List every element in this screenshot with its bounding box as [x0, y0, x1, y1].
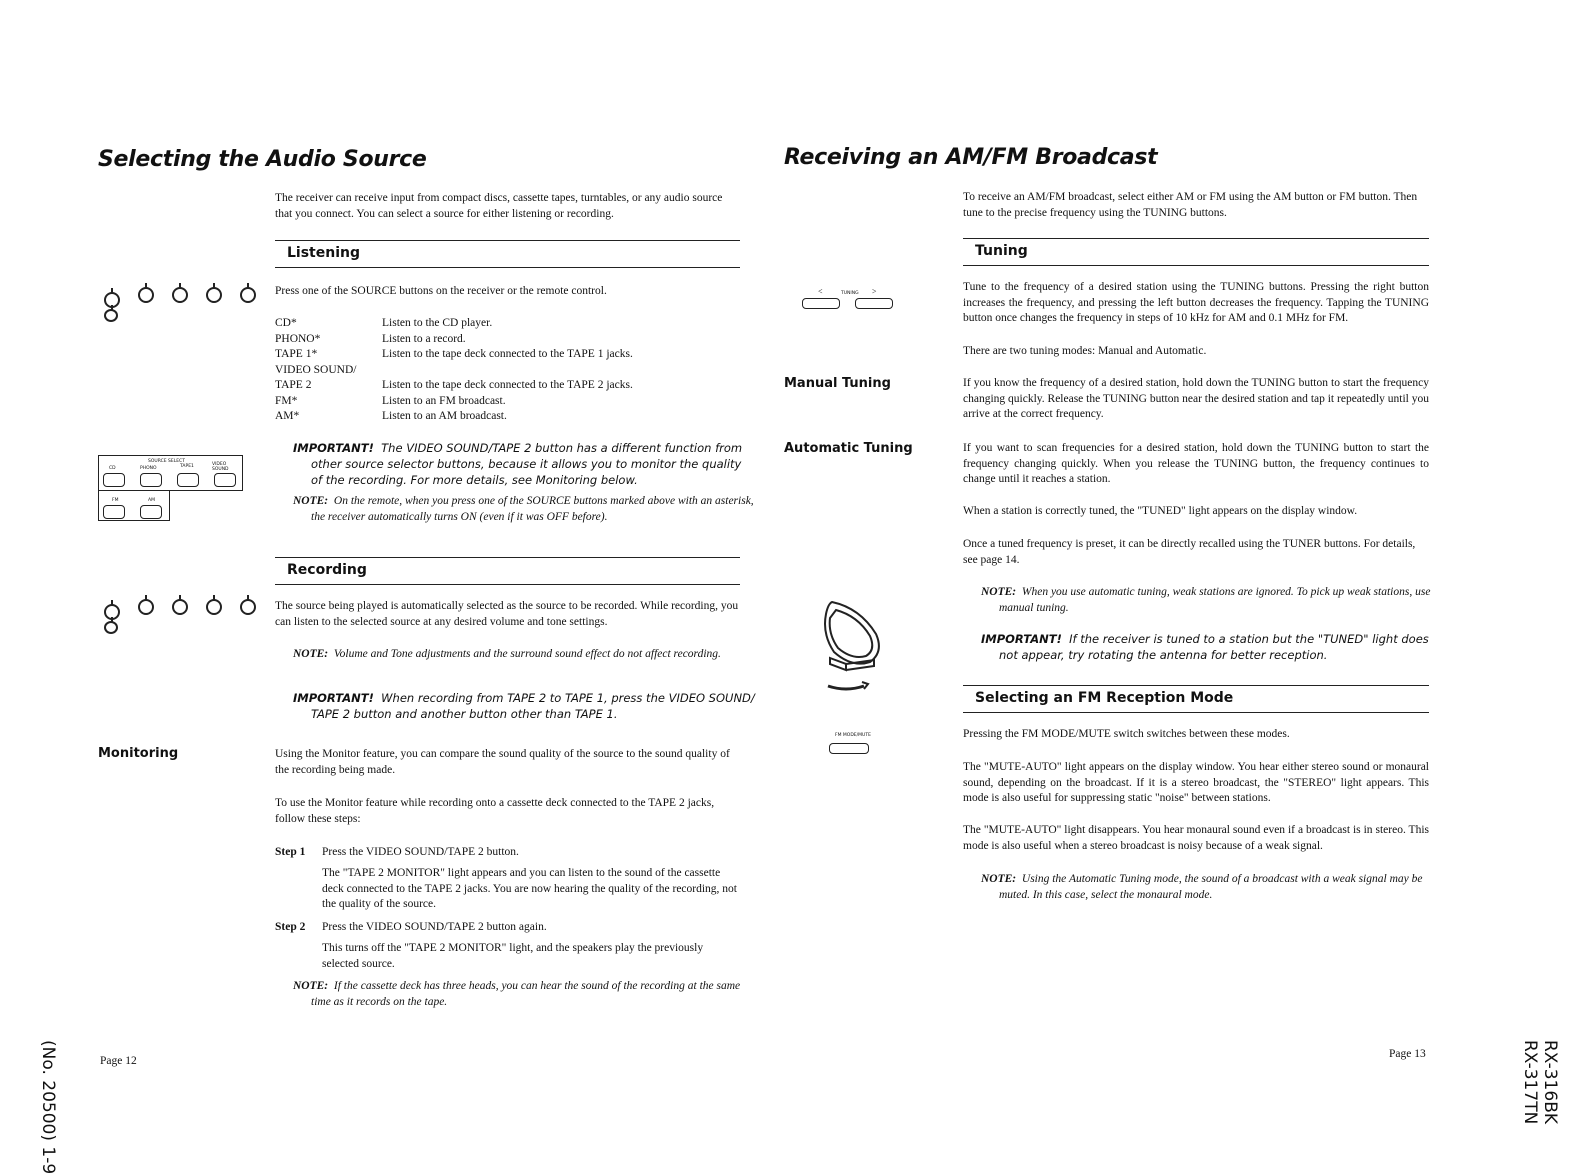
- tuned-text: When a station is correctly tuned, the "TUNED" light appears on the display window.: [963, 505, 1358, 517]
- tape1-button[interactable]: [177, 473, 199, 487]
- knob-icon: [104, 621, 118, 634]
- listening-instruction: Press one of the SOURCE buttons on the receiver or the remote control.: [275, 285, 607, 297]
- fm-mode-header: [963, 685, 1429, 713]
- knob-icon: [172, 287, 188, 303]
- tuning-header: [963, 238, 1429, 266]
- panel-am-label: AM: [148, 498, 155, 503]
- right-page-title: Receiving an AM/FM Broadcast: [784, 145, 1158, 170]
- listening-heading: Listening: [287, 245, 360, 261]
- tuning-p1: Tune to the frequency of a desired station using the TUNING buttons. Pressing the right button increases the frequency, and pressing the left button decreases the frequency. Tapping the TUNING button once changes the frequency in steps of 10 kHz for AM and 0.1 MHz for FM.: [963, 281, 1429, 324]
- source-row: VIDEO SOUND/: [275, 363, 357, 376]
- left-page-number: Page 12: [100, 1055, 137, 1067]
- listening-important: IMPORTANT! The VIDEO SOUND/TAPE 2 button has a different function from other source selector buttons, because it allows you to monitor the quality of the recording. For more details, see Monitoring below.: [293, 441, 743, 487]
- listening-note: NOTE: On the remote, when you press one of the SOURCE buttons marked above with an asterisk, the receiver automatically turns ON (even if it was OFF before).: [293, 495, 754, 523]
- tuning-heading: Tuning: [975, 243, 1028, 259]
- recording-important: IMPORTANT! When recording from TAPE 2 to TAPE 1, press the VIDEO SOUND/ TAPE 2 button and another button other than TAPE 1.: [293, 691, 755, 721]
- fm-mode-note: NOTE: Using the Automatic Tuning mode, the sound of a broadcast with a weak signal may be muted. In this case, select the monaural mode.: [981, 873, 1423, 901]
- source-row: CD* Listen to the CD player.: [275, 317, 493, 329]
- knob-icon: [138, 287, 154, 303]
- recording-heading: Recording: [287, 562, 367, 578]
- left-page-title: Selecting the Audio Source: [98, 147, 427, 172]
- fm-mode-heading: Selecting an FM Reception Mode: [975, 690, 1234, 706]
- panel-fm-label: FM: [112, 498, 119, 503]
- knob-icon: [138, 599, 154, 615]
- knob-icon: [240, 287, 256, 303]
- automatic-tuning-label: Automatic Tuning: [784, 441, 913, 456]
- knob-icon: [206, 287, 222, 303]
- doc-number: (No. 20500) 1-9: [38, 1040, 58, 1175]
- cd-button[interactable]: [103, 473, 125, 487]
- fm-mode-switch-label: FM MODE/MUTE: [835, 733, 871, 738]
- left-arrow-icon: <: [818, 287, 823, 296]
- model-number-1: RX-316BK: [1540, 1040, 1560, 1125]
- monitoring-p2: To use the Monitor feature while recording onto a cassette deck connected to the TAPE 2 jacks, follow these steps:: [275, 797, 715, 825]
- model-number-2: RX-317TN: [1520, 1040, 1540, 1125]
- source-row: TAPE 1* Listen to the tape deck connected to the TAPE 1 jacks.: [275, 348, 633, 360]
- source-list: [275, 316, 745, 425]
- fm-mode-p2: The "MUTE-AUTO" light appears on the display window. You hear either stereo sound or monaural sound, depending on the broadcast. If it is a stereo broadcast, the "STEREO" light appears. This mode is also useful for suppressing static "noise" between stations.: [963, 761, 1429, 804]
- manual-tuning-text: If you know the frequency of a desired station, hold down the TUNING button to start the frequency changing quickly. Release the TUNING button near the desired station and tap it repeatedly until you arrive at the correct frequency.: [963, 377, 1429, 420]
- automatic-tuning-text: If you want to scan frequencies for a desired station, hold down the TUNING button to start the frequency changing quickly. When you release the TUNING button, the frequency continues to change until it reaches a station.: [963, 442, 1429, 485]
- recording-text: The source being played is automatically selected as the source to be recorded. While recording, you can listen to the selected source at any desired volume and tone settings.: [275, 600, 739, 628]
- tuning-up-button[interactable]: [855, 298, 893, 309]
- panel-tape1-label: TAPE1: [180, 464, 194, 469]
- panel-cd-label: CD: [109, 466, 116, 471]
- source-row: PHONO* Listen to a record.: [275, 332, 466, 345]
- step-2: Step 2 Press the VIDEO SOUND/TAPE 2 button again.: [275, 921, 547, 933]
- am-button[interactable]: [140, 505, 162, 519]
- monitoring-label: Monitoring: [98, 746, 179, 761]
- phono-button[interactable]: [140, 473, 162, 487]
- panel-video-label: VIDEO SOUND: [212, 462, 229, 472]
- tuning-important: IMPORTANT! If the receiver is tuned to a station but the "TUNED" light does not appear, try rotating the antenna for better reception.: [981, 632, 1429, 662]
- monitoring-p1: Using the Monitor feature, you can compare the sound quality of the source to the sound quality of the recording being made.: [275, 748, 730, 776]
- knob-icon: [104, 309, 118, 322]
- fm-mode-mute-button[interactable]: [829, 743, 869, 754]
- monitoring-note: NOTE: If the cassette deck has three heads, you can hear the sound of the recording at the same time as it records on the tape.: [293, 980, 741, 1008]
- video-sound-button[interactable]: [214, 473, 236, 487]
- tuning-p2: There are two tuning modes: Manual and Automatic.: [963, 345, 1207, 357]
- panel-phono-label: PHONO: [140, 466, 157, 471]
- recording-note: NOTE: Volume and Tone adjustments and the surround sound effect do not affect recording.: [293, 648, 721, 660]
- recording-header: [275, 557, 740, 585]
- right-intro: To receive an AM/FM broadcast, select either AM or FM using the AM button or FM button. Then tune to the precise frequency using the TUNING buttons.: [963, 191, 1418, 219]
- right-arrow-icon: >: [872, 287, 877, 296]
- tuning-icon-label: TUNING: [841, 291, 859, 296]
- fm-mode-p3: The "MUTE-AUTO" light disappears. You hear monaural sound even if a broadcast is in stereo. This mode is also useful when a stereo broadcast is noisy because of a weak signal.: [963, 824, 1429, 852]
- step-1-detail: The "TAPE 2 MONITOR" light appears and you can listen to the sound of the cassette deck connected to the TAPE 2 jacks. You are now hearing the quality of the recording, not the quality of the source.: [322, 867, 737, 910]
- panel-source-select-label: SOURCE SELECT: [148, 459, 185, 464]
- source-row: TAPE 2 Listen to the tape deck connected to the TAPE 2 jacks.: [275, 379, 633, 391]
- fm-button[interactable]: [103, 505, 125, 519]
- preset-text: Once a tuned frequency is preset, it can be directly recalled using the TUNER buttons. For details, see page 14.: [963, 538, 1416, 566]
- source-row: FM* Listen to an FM broadcast.: [275, 394, 506, 407]
- manual-tuning-label: Manual Tuning: [784, 376, 891, 391]
- listening-header: [275, 240, 740, 268]
- knob-icon: [206, 599, 222, 615]
- knob-icon: [240, 599, 256, 615]
- step-1: Step 1 Press the VIDEO SOUND/TAPE 2 button.: [275, 846, 519, 858]
- source-row: AM* Listen to an AM broadcast.: [275, 410, 507, 422]
- loop-antenna-icon: [812, 594, 890, 696]
- knob-icon: [172, 599, 188, 615]
- right-page-number: Page 13: [1389, 1048, 1426, 1060]
- fm-mode-p1: Pressing the FM MODE/MUTE switch switches between these modes.: [963, 728, 1290, 740]
- tuning-down-button[interactable]: [802, 298, 840, 309]
- left-intro: The receiver can receive input from compact discs, cassette tapes, turntables, or any audio source that you connect. You can select a source for either listening or recording.: [275, 192, 723, 220]
- tuning-note: NOTE: When you use automatic tuning, weak stations are ignored. To pick up weak stations, use manual tuning.: [981, 586, 1431, 614]
- step-2-detail: This turns off the "TAPE 2 MONITOR" light, and the speakers play the previously selected source.: [322, 942, 704, 970]
